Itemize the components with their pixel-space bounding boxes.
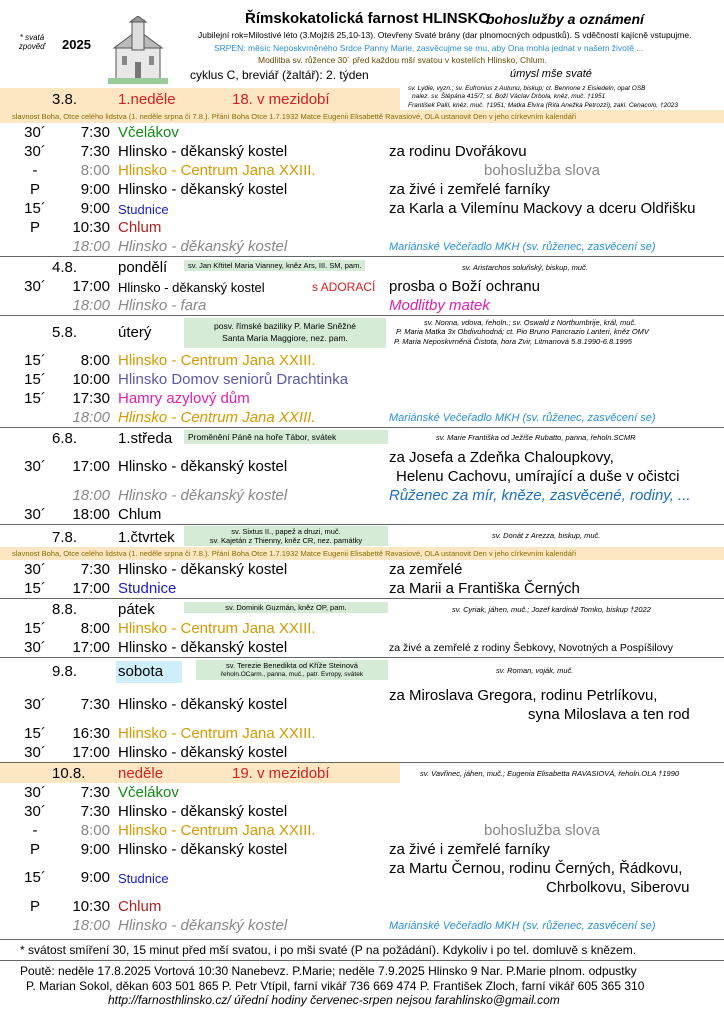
mass-row: 15´ 9:00 Studnice za Karla a Vilemínu Mackovy a dceru Oldřišku xyxy=(24,200,696,217)
mass-row: 15´ 17:00 Studnice za Marii a Františka Černých xyxy=(24,580,580,597)
mass-row: 18:00 Hlinsko - děkanský kostel Růženec za mír, kněze, zasvěcené, rodiny, ... xyxy=(72,487,691,504)
day-date: 5.8. xyxy=(52,324,78,341)
day-saint: sv. Vavřinec, jáhen, muč.; Eugenia Elisabetta RAVASIOVÁ, řeholn.OLA †1990 xyxy=(420,769,680,778)
day-name: 1.středa xyxy=(118,430,173,447)
mass-row: 30´ 17:00 Hlinsko - děkanský kostel xyxy=(24,744,288,761)
mass-row: 15´ 9:00 Studnice za Martu Černou, rodinu Černých, Řádkovu, Chrbolkovu, Siberovu xyxy=(24,860,690,896)
mass-row: - 8:00 Hlinsko - Centrum Jana XXIII. bohoslužba slova xyxy=(32,822,600,839)
mass-row: 30´ 7:30 Včelákov xyxy=(24,784,179,801)
day-extra: 18. v mezidobí xyxy=(232,91,330,108)
intention-header: úmysl mše svaté xyxy=(510,68,592,80)
mass-row: 30´ 17:00 Hlinsko - děkanský kostel za živé a zemřelé z rodiny Šebkovy, Novotných a Pospíšilovy xyxy=(24,639,674,656)
mass-row: P 9:00 Hlinsko - děkanský kostel za živé i zemřelé farníky xyxy=(29,841,550,858)
feast-label: Proměnění Páně na hoře Tábor, svátek xyxy=(184,430,388,444)
day-saint: sv. Cyriak, jáhen, muč.; Jozef kardinál Tomko, biskup †2022 xyxy=(452,605,651,614)
day-saint: P. Maria Matka 3x Obdivuhodná; ct. Pio Bruno Pancrazio Lanteri, kněz OMV xyxy=(396,327,649,336)
mass-row: 30´ 17:00 Hlinsko - děkanský kostel za Josefa a Zdeňka Chaloupkovy, Helenu Cachovu, umírající a duše v očistci xyxy=(24,449,680,485)
month-line: SRPEN: měsíc Neposkvrněného Srdce Panny Marie, zasvěcujme se mu, aby Ona mohla jednat v našem životě ... xyxy=(214,43,644,53)
mass-row: 18:00 Hlinsko - děkanský kostel Mariánské Večeřadlo MKH (sv. růženec, zasvěcení se) xyxy=(72,917,656,934)
day-saint: sv. Marie Františka od Ježíše Rubatto, panna, řeholn.SCMR xyxy=(436,433,636,442)
day-header xyxy=(0,657,724,686)
mass-row: P 10:30 Chlum xyxy=(29,219,162,236)
day-name: úterý xyxy=(118,324,152,341)
mass-row: 18:00 Hlinsko - děkanský kostel Mariánské Večeřadlo MKH (sv. růženec, zasvěcení se) xyxy=(72,238,656,255)
day-header xyxy=(0,85,724,110)
mass-row: 30´ 7:30 Hlinsko - děkanský kostel za rodinu Dvořákovu xyxy=(24,143,527,160)
day-date: 4.8. xyxy=(52,259,78,276)
mass-row: - 8:00 Hlinsko - Centrum Jana XXIII. bohoslužba slova xyxy=(32,162,600,179)
year: 2025 xyxy=(62,37,91,52)
footer-confession: * svátost smíření 30, 15 minut před mší svatou, i po mši svaté (P na požádání). Kdykoliv i po tel. domluvě s knězem. xyxy=(0,939,724,957)
feast-label: sv. Jan Křtitel Maria Vianney, kněz Ars, III. SM, pam. xyxy=(184,260,365,271)
feast-label: sv. Terezie Benedikta od Kříže Steinová řeholn.OCarm., panna, muč., patr. Evropy, svátek xyxy=(196,660,388,680)
day-date: 3.8. xyxy=(52,91,78,108)
mass-row: 30´ 7:30 Hlinsko - děkanský kostel za Miroslava Gregora, rodinu Petrlíkovu, syna Miloslava a ten rod xyxy=(24,687,690,723)
day-name: pondělí xyxy=(118,259,168,276)
day-saint: sv. Aristarchos soluňský, biskup, muč. xyxy=(462,263,588,272)
day-saint: sv. Lydie, vyzn.; sv. Eufronius z Autunu, biskup; ct. Bennone z Eisiedeln, opat OSB xyxy=(408,85,646,92)
day-header xyxy=(0,256,724,277)
day-saint: nalez. sv. Štěpána 415/7; sl. Boží Václav Drbola, kněz, muč. †1951 xyxy=(412,93,606,100)
day-name: 1.čtvrtek xyxy=(118,529,175,546)
mass-row: 30´ 17:00 Hlinsko - děkanský kostel s ADORACÍ prosba o Boží ochranu xyxy=(24,278,540,295)
day-saint: sv. Nonna, vdova, řeholn.; sv. Oswald z Northumbrije, král, muč. xyxy=(424,318,637,327)
day-name: 1.neděle xyxy=(118,91,176,108)
day-date: 8.8. xyxy=(52,601,78,618)
day-name: pátek xyxy=(118,601,155,618)
mass-row: P 10:30 Chlum xyxy=(29,898,162,915)
day-header xyxy=(0,524,724,547)
day-header xyxy=(0,315,724,351)
church-icon xyxy=(108,16,168,86)
day-name: neděle xyxy=(118,765,164,782)
footer-contacts: P. Marian Sokol, děkan 603 501 865 P. Petr Vtípil, farní vikář 736 669 474 P. František Zloch, farní vikář 605 365 310 xyxy=(26,979,645,993)
feast-label: posv. římské baziliky P. Marie Sněžné Santa Maria Maggiore, nez. pam. xyxy=(184,318,386,348)
confession-note: * svatá zpověď xyxy=(18,33,46,51)
mass-row: P 9:00 Hlinsko - děkanský kostel za živé i zemřelé farníky xyxy=(29,181,550,198)
mass-row: 18:00 Hlinsko - Centrum Jana XXIII. Mariánské Večeřadlo MKH (sv. růženec, zasvěcení se) xyxy=(72,409,656,426)
jubilee-line: Jubilejní rok=Milostivé léto (3.Mojžíš 25,10-13). Otevřeny Svaté brány (dar plnomocných odpustků). S vděčností kajícně vstupujme. xyxy=(198,30,692,40)
day-header xyxy=(0,427,724,448)
mass-row: 30´ 18:00 Chlum xyxy=(24,506,162,523)
mass-row: 15´ 8:00 Hlinsko - Centrum Jana XXIII. xyxy=(24,620,316,637)
day-header xyxy=(0,762,724,783)
day-saint: František Pallí, kněz, muč. †1951; Matka Elvíra (Rita Anežka Petrozzi), zakl. Cenacolo, †2023 xyxy=(408,102,678,109)
rosary-line: Modlitba sv. růžence 30´ před každou mší svatou v kostelích Hlinsko, Chlum. xyxy=(258,55,547,65)
mass-row: 18:00 Hlinsko - fara Modlitby matek xyxy=(72,297,490,314)
day-header xyxy=(0,598,724,619)
day-date: 7.8. xyxy=(52,529,78,546)
day-saint: sv. Donát z Arezza, biskup, muč. xyxy=(492,531,601,540)
day-saint: sv. Roman, voják, muč. xyxy=(496,666,574,675)
mass-row: 15´ 8:00 Hlinsko - Centrum Jana XXIII. xyxy=(24,352,316,369)
page-subtitle: bohoslužby a oznámení xyxy=(486,11,644,27)
footer-pilgrimages: Poutě: neděle 17.8.2025 Vortová 10:30 Nanebevz. P.Marie; neděle 7.9.2025 Hlinsko 9 Nar. P.Marie plnom. odpustky xyxy=(0,960,724,978)
day-name: sobota xyxy=(118,663,164,680)
mass-row: 15´ 16:30 Hlinsko - Centrum Jana XXIII. xyxy=(24,725,316,742)
mass-row: 15´ 10:00 Hlinsko Domov seniorů Drachtinka xyxy=(24,371,349,388)
footer-links: http://farnosthlinsko.cz/ úřední hodiny červenec-srpen nejsou farahlinsko@gmail.com xyxy=(108,993,560,1007)
day-date: 6.8. xyxy=(52,430,78,447)
day-extra: 19. v mezidobí xyxy=(232,765,330,782)
day-date: 10.8. xyxy=(52,765,86,782)
day-date: 9.8. xyxy=(52,663,78,680)
page-header xyxy=(0,0,724,88)
cycle-line: cyklus C, breviář (žaltář): 2. týden xyxy=(190,68,369,82)
mass-row: 30´ 7:30 Včelákov xyxy=(24,124,179,141)
feast-label: sv. Sixtus II., papež a druzi, muč. sv. Kajetán z Thienny, kněz CR, nez. památky xyxy=(184,526,388,546)
mass-row: 30´ 7:30 Hlinsko - děkanský kostel za zemřelé xyxy=(24,561,463,578)
feast-label: sv. Dominik Guzmán, kněz OP, pam. xyxy=(184,602,388,613)
mass-row: 30´ 7:30 Hlinsko - děkanský kostel xyxy=(24,803,288,820)
feast-banner: slavnost Boha, Otce celého lidstva (1. neděle srpna či 7.8.). Přání Boha Otce 1.7.1932 Matce Eugenii Elisabettě Ravasiové, OLA ustanovit Den v jeho církevním kalendáři xyxy=(0,547,724,560)
mass-row: 15´ 17:30 Hamry azylový dům xyxy=(24,390,250,407)
page-title: Římskokatolická farnost HLINSKO xyxy=(245,10,491,27)
day-saint: P. Maria Neposkvrněná Čistota, hora Zvir, Litmanová 5.8.1990-6.8.1995 xyxy=(394,337,632,346)
feast-banner: slavnost Boha, Otce celého lidstva (1. neděle srpna či 7.8.). Přání Boha Otce 1.7.1932 Matce Eugenii Elisabettě Ravasiové, OLA ustanovit Den v jeho církevním kalendáři xyxy=(0,110,724,123)
